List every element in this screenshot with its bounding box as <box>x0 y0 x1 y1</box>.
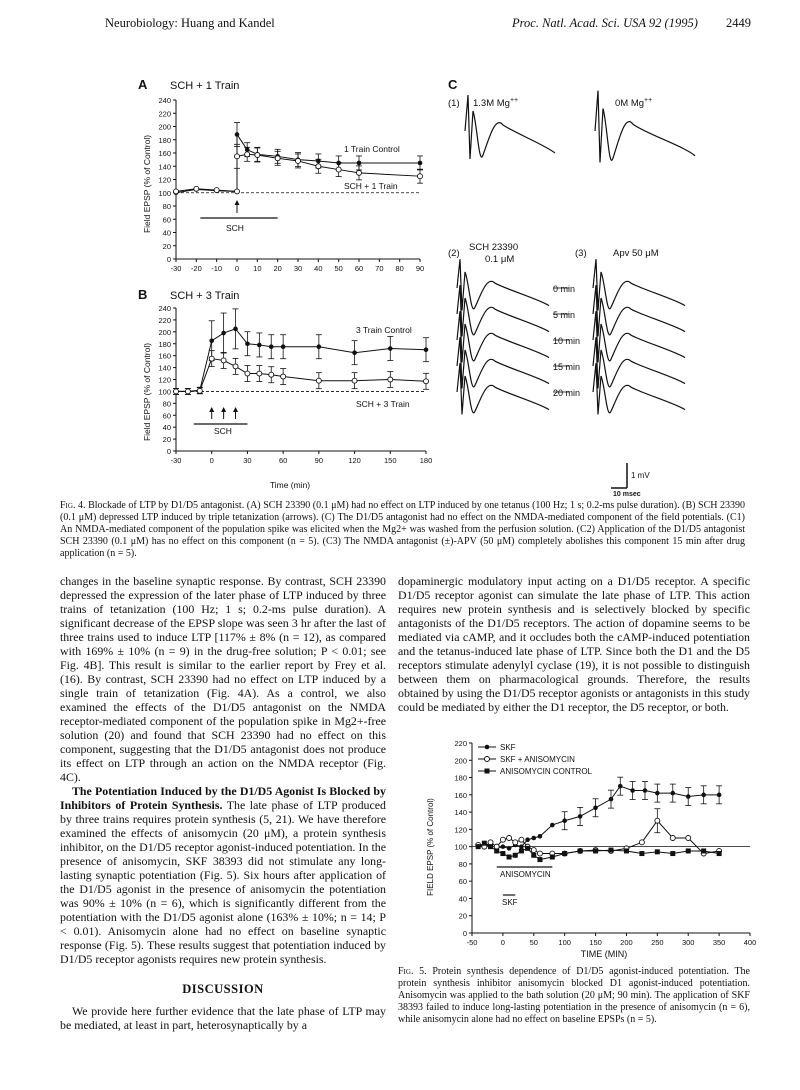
data-point <box>275 156 280 161</box>
data-point <box>235 132 240 137</box>
y-tick-label: 200 <box>158 327 171 337</box>
x-tick-label: 0 <box>234 264 240 273</box>
x-tick-label: 90 <box>314 456 324 465</box>
y-tick-label: 120 <box>158 175 171 185</box>
panel-a-control-label: 1 Train Control <box>344 144 400 154</box>
y-tick-label: 100 <box>158 387 171 397</box>
fig4-caption <box>60 500 745 560</box>
legend-marker-0 <box>485 745 490 750</box>
y-tick-label: 40 <box>162 228 171 238</box>
data-point <box>630 788 635 793</box>
y-tick-label: 80 <box>162 202 171 211</box>
page-number: 2449 <box>726 16 751 30</box>
y-tick-label: 160 <box>158 351 171 361</box>
y-tick-label: 160 <box>158 149 171 158</box>
data-point <box>507 846 512 851</box>
x-tick-label: 300 <box>681 938 695 947</box>
data-point <box>174 189 179 194</box>
data-point <box>209 338 214 343</box>
data-point <box>562 818 567 823</box>
fig5-anisomycin-label: ANISOMYCIN <box>500 870 551 879</box>
x-tick-label: 50 <box>334 264 343 273</box>
time-label-0: 0 min <box>553 284 576 294</box>
data-point <box>245 152 250 157</box>
panel-c-letter: C <box>448 77 458 92</box>
time-label-2: 10 min <box>553 336 581 346</box>
data-point <box>296 158 301 163</box>
tetanus-arrow-head <box>221 407 226 412</box>
fig5-skf-label: SKF <box>502 898 518 907</box>
data-point <box>221 331 226 336</box>
data-point <box>269 372 274 377</box>
data-point <box>424 347 429 352</box>
data-point <box>185 389 190 394</box>
x-tick-label: 180 <box>419 456 433 465</box>
series-line-1 <box>478 821 719 854</box>
x-tick-label: -10 <box>211 264 223 273</box>
data-point <box>513 853 518 858</box>
data-point <box>214 188 219 193</box>
data-point <box>257 343 262 348</box>
left-paragraph-2-body: The late phase of LTP produced by three trains requires protein synthesis (5, 21). We have therefore examined the effects of anisomycin (20 μM), a protein synthesis inhibitor, on the D1/D5 receptor agonist-induced potentiation. In the presence of anisomycin, SKF 38393 did not stimulate any long-lasting synaptic potentiation (Fig. 5). Six hours after application of the D1/D5 agonist in the presence of anisomycin the potentiation was 90% ± 10% (n = 6), which is significantly different from the potentiation with the D1/D5 agonist alone (163% ± 10%; n = 14; P < 0.01). Anisomycin alone had no effect on baseline synaptic response (Fig. 5). These results suggest that potentiation induced by D1/D5 receptor agonists requires new protein synthesis. <box>60 798 386 966</box>
fig4-panel-a <box>130 76 430 276</box>
x-tick-label: 70 <box>375 264 384 273</box>
section-heading: The Potentiation Induced by the D1/D5 Agonist Is Blocked by Inhibitors of Protein Synthesis. <box>60 784 386 812</box>
y-tick-label: 240 <box>158 96 171 105</box>
legend-label-1: SKF + ANISOMYCIN <box>500 755 575 764</box>
legend-label-2: ANISOMYCIN CONTROL <box>500 767 593 776</box>
y-tick-label: 180 <box>158 135 171 145</box>
y-tick-label: 0 <box>166 447 171 456</box>
panel-b-xlabel: Time (min) <box>269 480 311 490</box>
data-point <box>537 857 542 862</box>
time-label-3: 15 min <box>553 362 581 372</box>
x-tick-label: 100 <box>558 938 571 947</box>
trace-c3-0 <box>593 259 685 310</box>
panel-b-sch-label: SCH + 3 Train <box>356 399 410 409</box>
series-line-1 <box>176 359 426 392</box>
y-tick-label: 220 <box>158 109 171 119</box>
y-tick-label: 200 <box>158 122 171 132</box>
data-point <box>717 793 722 798</box>
x-tick-label: 60 <box>354 264 364 273</box>
trace-c2-1 <box>457 285 549 336</box>
scale-bar-mv: 1 mV <box>631 471 650 480</box>
panel-a-ylabel: Field EPSP (% of Control) <box>142 134 152 234</box>
y-tick-label: 140 <box>454 808 467 818</box>
data-point <box>550 855 555 860</box>
data-point <box>618 784 623 789</box>
data-point <box>670 836 675 841</box>
data-point <box>501 844 506 849</box>
data-point <box>488 844 493 849</box>
data-point <box>482 841 487 846</box>
panel-b-control-label: 3 Train Control <box>356 325 412 335</box>
x-tick-label: 0 <box>209 456 214 465</box>
x-tick-label: 120 <box>348 456 361 465</box>
y-tick-label: 120 <box>454 825 467 835</box>
x-tick-label: 350 <box>712 938 726 947</box>
legend-marker-1 <box>485 757 490 762</box>
data-point <box>537 851 542 856</box>
data-point <box>593 848 598 853</box>
data-point <box>357 170 362 175</box>
data-point <box>670 791 675 796</box>
data-point <box>519 844 524 849</box>
panel-a-bar-label: SCH <box>226 223 244 233</box>
trace-c3-3 <box>593 337 685 388</box>
panel-a-letter: A <box>138 77 148 92</box>
data-point <box>655 849 660 854</box>
data-point <box>269 344 274 349</box>
data-point <box>639 840 644 845</box>
data-point <box>507 836 512 841</box>
fig5-caption-text: Protein synthesis dependence of D1/D5 agonist-induced potentiation. The protein synthesis inhibitor anisomycin blocked D1 agonist-induced potentiation. Anisomycin was applied to the bath solution (20 μM; 90 min). The application of SKF 38393 failed to induce long-lasting potentiation in the presence of anisomycin (n = 6), while anisomycin alone had no effect on baseline EPSPs (n = 5). <box>398 966 751 1025</box>
right-column <box>398 574 750 714</box>
data-point <box>197 388 202 393</box>
discussion-heading: DISCUSSION <box>182 982 264 996</box>
data-point <box>525 846 530 851</box>
data-point <box>488 840 493 845</box>
x-tick-label: 30 <box>243 456 252 465</box>
data-point <box>643 788 648 793</box>
y-tick-label: 140 <box>158 363 171 373</box>
data-point <box>609 797 614 802</box>
data-point <box>418 161 423 166</box>
legend-marker-2 <box>485 769 490 774</box>
data-point <box>550 823 555 828</box>
left-paragraph-1: changes in the baseline synaptic response. By contrast, SCH 23390 depressed the expression of the later phase of LTP induced by three trains of tetanization (100 Hz; 1 s; 0.2-ms pulse duration). A significant decrease of the EPSP slope was seen 3 hr after the last of three trains used to induce LTP [117% ± 8% (n = 12), as compared with 169% ± 10% (n = 9) in the drug-free solution; P < 0.01; see Fig. 4B]. This result is similar to the earlier report by Frey et al. (16). By contrast, SCH 23390 had no effect on LTP induced by a single train of tetanization (Fig. 4A). As a control, we also examined the effects of the D1/D5 antagonist on the NMDA receptor-mediated component of the population spike in Mg2+-free solution (20) and found that SCH 23390 had no effect on this component, suggesting that the D1/D5 antagonist does not produce its effect on LTP through an action on the NMDA receptor (Fig. 4C). <box>60 574 386 784</box>
y-tick-label: 20 <box>162 435 171 445</box>
panel-b-ylabel: Field EPSP (% of Control) <box>142 342 152 442</box>
data-point <box>513 840 518 845</box>
y-tick-label: 40 <box>162 423 171 433</box>
x-tick-label: 20 <box>273 264 282 273</box>
tetanus-arrow-head <box>209 407 214 412</box>
data-point <box>578 814 583 819</box>
x-tick-label: 400 <box>743 938 757 947</box>
x-tick-label: 10 <box>253 264 262 273</box>
y-tick-label: 20 <box>162 241 171 251</box>
left-column <box>60 574 386 1032</box>
trace-c3-4 <box>593 363 685 414</box>
data-point <box>257 371 262 376</box>
running-header-left: Neurobiology: Huang and Kandel <box>105 16 275 30</box>
c1-right-sup: ++ <box>644 97 653 104</box>
trace-c2-2 <box>457 311 549 362</box>
fig5-ylabel: FIELD EPSP (% of Control) <box>426 798 435 896</box>
data-point <box>235 189 240 194</box>
trace-c2-4 <box>457 363 549 414</box>
x-tick-label: 150 <box>384 456 397 465</box>
trace-c2-0 <box>457 259 549 310</box>
data-point <box>316 378 321 383</box>
data-point <box>317 344 322 349</box>
data-point <box>235 154 240 159</box>
x-tick-label: -50 <box>466 938 478 947</box>
data-point <box>593 805 598 810</box>
y-tick-label: 100 <box>158 188 171 198</box>
y-tick-label: 60 <box>162 411 171 421</box>
data-point <box>578 848 583 853</box>
fig4-caption-label: Fig. 4. <box>60 500 86 511</box>
data-point <box>500 851 505 856</box>
data-point <box>531 836 536 841</box>
y-tick-label: 80 <box>162 399 171 409</box>
trace-c2-3 <box>457 337 549 388</box>
panel-b-title: SCH + 3 Train <box>170 290 240 302</box>
tetanus-arrow-head <box>233 407 238 412</box>
legend-label-0: SKF <box>500 743 516 752</box>
fig5-chart <box>420 735 760 965</box>
data-point <box>174 389 179 394</box>
data-point <box>255 152 260 157</box>
data-point <box>281 374 286 379</box>
y-tick-label: 80 <box>458 859 467 869</box>
c2-line2: 0.1 μM <box>485 254 515 265</box>
x-tick-label: 30 <box>293 264 303 273</box>
data-point <box>418 174 423 179</box>
y-tick-label: 180 <box>158 339 171 349</box>
x-tick-label: 150 <box>589 938 602 947</box>
data-point <box>245 341 250 346</box>
data-point <box>701 793 706 798</box>
data-point <box>655 791 660 796</box>
data-point <box>233 327 238 332</box>
c1-left-text: 1.3M Mg <box>473 98 510 109</box>
data-point <box>281 344 286 349</box>
y-tick-label: 100 <box>454 842 467 852</box>
x-tick-label: 60 <box>278 456 288 465</box>
data-point <box>639 851 644 856</box>
data-point <box>686 836 691 841</box>
data-point <box>424 379 429 384</box>
fig4-panel-c <box>445 76 750 496</box>
data-point <box>357 161 362 166</box>
y-tick-label: 220 <box>454 739 467 748</box>
data-point <box>701 848 706 853</box>
fig4-panel-b <box>130 286 433 496</box>
fig5-caption-label: Fig. 5. <box>398 966 427 977</box>
c1-number: (1) <box>448 98 460 109</box>
x-tick-label: -20 <box>190 264 202 273</box>
x-tick-label: -30 <box>170 456 182 465</box>
x-tick-label: 50 <box>529 938 538 947</box>
time-label-1: 5 min <box>553 310 576 320</box>
y-tick-label: 200 <box>454 756 467 766</box>
data-point <box>494 844 499 849</box>
data-point <box>388 346 393 351</box>
c1-right-text: 0M Mg <box>615 98 645 109</box>
x-tick-label: 80 <box>395 264 404 273</box>
right-paragraph-1: dopaminergic modulatory input acting on a D1/D5 receptor. A specific D1/D5 receptor agonist can simulate the late phase of LTP. This action requires new protein synthesis and is selectively blocked by specific antagonists of the D1/D5 receptors. The action of dopamine seems to be mediated via cAMP, and it occludes both the cAMP-induced potentiation and the tetanus-induced late phase of LTP. Since both the D1 and the D5 receptors stimulate adenylyl cyclase (19), it is not possible to distinguish between them on pharmacological grounds. Therefore, the results obtained by using the D1/D5 receptor agonists or antagonists in this study could be mediated by either the D1 receptor, the D5 receptor, or both. <box>398 574 750 714</box>
y-tick-label: 40 <box>458 894 467 904</box>
fig5-caption <box>398 966 750 1026</box>
y-tick-label: 20 <box>458 911 467 921</box>
data-point <box>507 855 512 860</box>
tetanus-arrow-head <box>235 200 240 205</box>
running-header-journal: Proc. Natl. Acad. Sci. USA 92 (1995) <box>512 16 698 30</box>
c3-title: Apv 50 μM <box>613 248 659 259</box>
c1-right-label <box>615 97 652 109</box>
fig4-caption-text: Blockade of LTP by D1/D5 antagonist. (A) SCH 23390 (0.1 μM) had no effect on LTP induced by one tetanus (100 Hz; 1 s; 0.2-ms pulse duration). (B) SCH 23390 (0.1 μM) depressed LTP induced by triple tetanization (arrows). (C) The D1/D5 antagonist had no effect on the NMDA-mediated component of the field potentials. (C1) An NMDA-mediated component of the population spike was elicited when the Mg2+ was washed from the perfusion solution. (C2) Application of the D1/D5 antagonist SCH 23390 (0.1 μM) has no effect on this component (n = 5). (C3) The NMDA antagonist (±)-APV (50 μM) completely abolishes this component 15 min after drug application (n = 5). <box>60 500 746 559</box>
data-point <box>494 848 499 853</box>
data-point <box>352 378 357 383</box>
data-point <box>670 851 675 856</box>
trace-c3-2 <box>593 311 685 362</box>
series-line-0 <box>478 786 719 848</box>
x-tick-label: 40 <box>314 264 323 273</box>
data-point <box>336 167 341 172</box>
data-point <box>519 837 524 842</box>
y-tick-label: 180 <box>454 773 467 783</box>
c1-left-label <box>473 97 518 109</box>
data-point <box>388 377 393 382</box>
x-tick-label: 200 <box>620 938 633 947</box>
data-point <box>194 186 199 191</box>
c2-number: (2) <box>448 248 460 259</box>
y-tick-label: 0 <box>462 929 467 938</box>
x-tick-label: 0 <box>500 938 505 947</box>
data-point <box>519 848 524 853</box>
x-tick-label: 250 <box>651 938 664 947</box>
y-tick-label: 160 <box>454 790 467 800</box>
panel-b-bar-label: SCH <box>214 426 232 436</box>
scale-bar-msec: 10 msec <box>613 491 641 498</box>
c1-left-sup: ++ <box>509 97 519 104</box>
y-tick-label: 140 <box>158 162 171 172</box>
data-point <box>352 350 357 355</box>
panel-b-letter: B <box>138 287 148 302</box>
y-tick-label: 60 <box>162 215 171 225</box>
data-point <box>686 794 691 799</box>
y-tick-label: 120 <box>158 375 171 385</box>
data-point <box>233 364 238 369</box>
data-point <box>686 848 691 853</box>
data-point <box>476 844 481 849</box>
data-point <box>500 837 505 842</box>
c2-line1: SCH 23390 <box>469 242 519 253</box>
data-point <box>538 834 543 839</box>
data-point <box>221 358 226 363</box>
data-point <box>562 851 567 856</box>
x-tick-label: 90 <box>415 264 425 273</box>
x-tick-label: -30 <box>170 264 182 273</box>
data-point <box>609 848 614 853</box>
left-paragraph-2 <box>60 784 386 966</box>
panel-a-title: SCH + 1 Train <box>170 80 240 92</box>
y-tick-label: 60 <box>458 877 467 887</box>
data-point <box>531 853 536 858</box>
data-point <box>209 356 214 361</box>
left-paragraph-3: We provide here further evidence that the late phase of LTP may be mediated, at least in part, heterosynaptically by a <box>60 1004 386 1032</box>
trace-c3-1 <box>593 285 685 336</box>
data-point <box>624 848 629 853</box>
data-point <box>525 837 530 842</box>
y-tick-label: 240 <box>158 304 171 313</box>
y-tick-label: 0 <box>166 255 171 264</box>
data-point <box>245 371 250 376</box>
y-tick-label: 220 <box>158 315 171 325</box>
time-label-4: 20 min <box>553 388 581 398</box>
data-point <box>655 818 660 823</box>
c3-number: (3) <box>575 248 587 259</box>
panel-a-sch-label: SCH + 1 Train <box>344 181 398 191</box>
data-point <box>717 851 722 856</box>
data-point <box>531 848 536 853</box>
data-point <box>316 164 321 169</box>
fig5-xlabel: TIME (MIN) <box>580 949 628 959</box>
